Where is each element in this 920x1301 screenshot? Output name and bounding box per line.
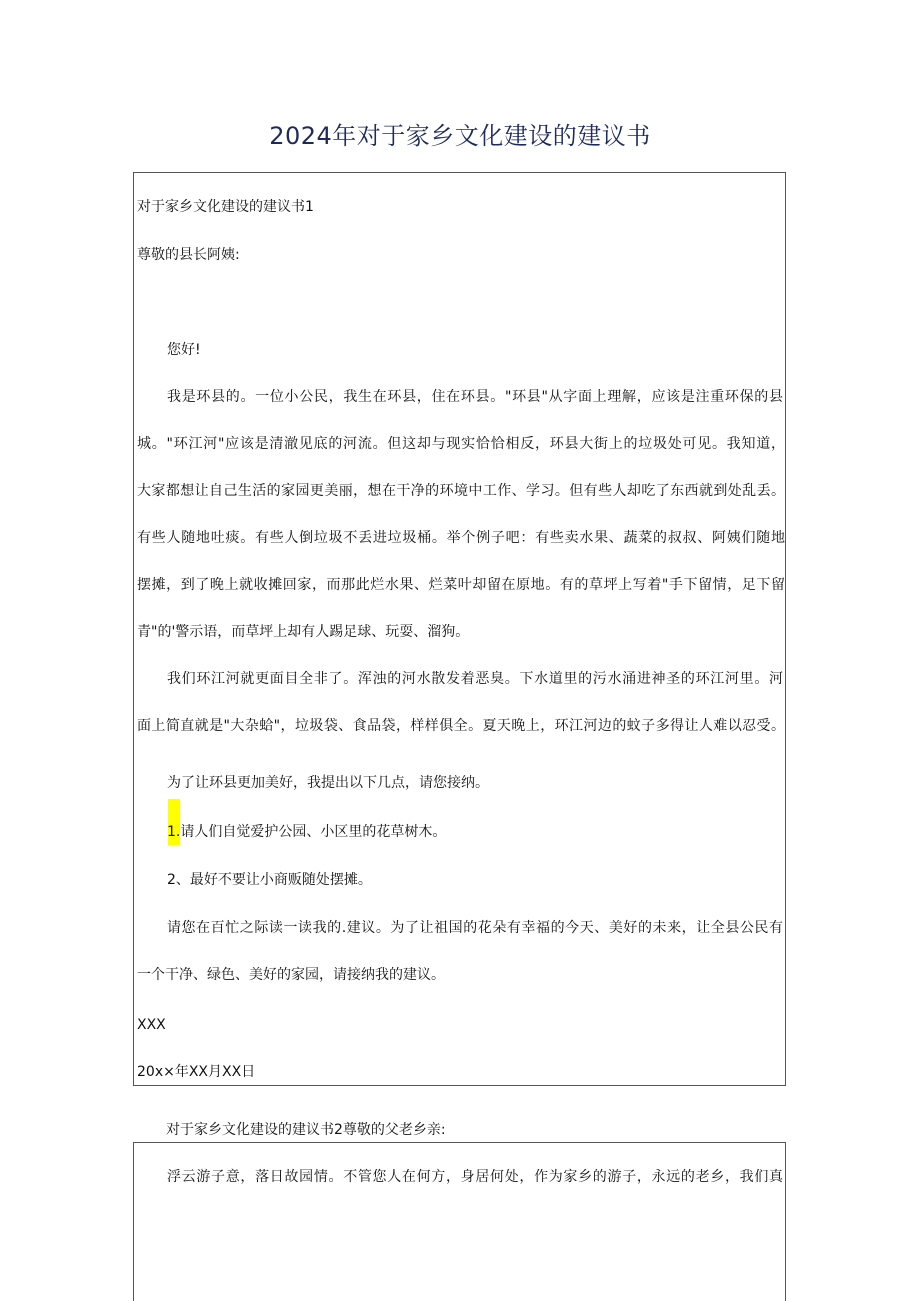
signature: XXX: [137, 1017, 166, 1033]
paragraph-line: 一个干净、绿色、美好的家园，请接纳我的建议。: [137, 967, 445, 983]
letter-1-box: [133, 172, 786, 1086]
paragraph-line: 我们环江河就更面目全非了。浑浊的河水散发着恶臭。下水道里的污水涌进神圣的环江河里。河: [167, 671, 783, 687]
date: 20x×年XX月XX日: [137, 1064, 256, 1080]
list-item: 1.请人们自觉爱护公园、小区里的花草树木。: [167, 824, 447, 840]
paragraph-line: 有些人随地吐痰。有些人倒垃圾不丢进垃圾桶。举个例子吧：有些卖水果、蔬菜的叔叔、阿姨们随地: [137, 530, 785, 546]
paragraph-line: 青"的'警示语，而草坪上却有人踢足球、玩耍、溜狗。: [137, 624, 470, 640]
greeting: 您好!: [167, 342, 201, 358]
salutation: 尊敬的县长阿姨:: [137, 247, 240, 263]
letter-2-box: [133, 1142, 786, 1301]
paragraph-line: 摆摊，到了晚上就收摊回家，而那此烂水果、烂菜叶却留在原地。有的草坪上写着"手下留情，足下留: [137, 577, 785, 593]
document-title: 2024年对于家乡文化建设的建议书: [269, 122, 651, 150]
paragraph-line: 面上简直就是"大杂蛤"，垃圾袋、食品袋，样样俱全。夏天晚上，环江河边的蚊子多得让人难以忍受。: [137, 718, 785, 734]
letter-2-heading: 对于家乡文化建设的建议书2尊敬的父老乡亲:: [166, 1122, 446, 1138]
paragraph-line: 请您在百忙之际读一读我的.建议。为了让祖国的花朵有幸福的今天、美好的未来，让全县公民有: [167, 920, 783, 936]
paragraph-line: 为了让环县更加美好，我提出以下几点，请您接纳。: [167, 775, 489, 791]
paragraph-line: 浮云游子意，落日故园情。不管您人在何方，身居何处，作为家乡的游子，永远的老乡，我们真: [167, 1169, 783, 1185]
list-item: 2、最好不要让小商贩随处摆摊。: [167, 872, 372, 888]
paragraph-line: 我是环县的。一位小公民，我生在环县，住在环县。"环县"从字面上理解，应该是注重环保的县: [167, 389, 783, 405]
letter-heading: 对于家乡文化建设的建议书1: [137, 199, 314, 215]
paragraph-line: 城。"环江河"应该是清澈见底的河流。但这却与现实恰恰相反，环县大街上的垃圾处可见。我知道，: [137, 436, 785, 452]
paragraph-line: 大家都想让自己生活的家园更美丽，想在干净的环境中工作、学习。但有些人却吃了东西就到处乱丢。: [137, 483, 785, 499]
